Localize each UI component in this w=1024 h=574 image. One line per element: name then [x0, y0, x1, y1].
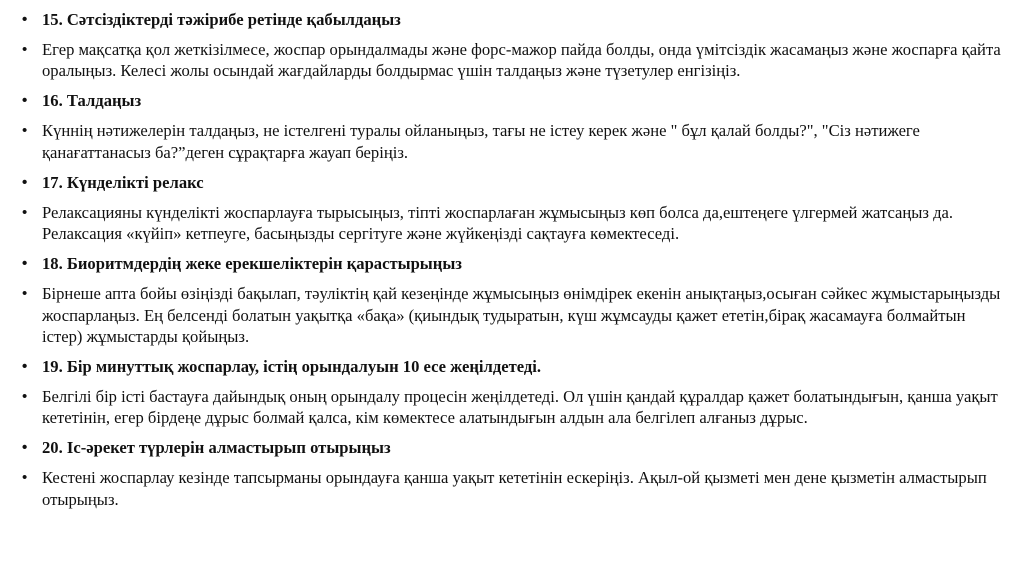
section-19-text: • Белгілі бір істі бастауға дайындық оның орындалу процесін жеңілдетеді. Ол үшін қандай құралдар қажет болатындығын, қанша уақыт кететінін, егер бірдеңе дұрыс болмай қалса, кім көмектесе алатындығын алдын ала белгілеп алғаныз дұрыс. — [22, 386, 1007, 429]
section-18-heading: • 18. Биоритмдердің жеке ерекшеліктерін қарастырыңыз — [22, 253, 1007, 274]
bullet-list — [22, 9, 1007, 519]
section-17-text: • Релаксацияны күнделікті жоспарлауға тырысыңыз, тіпті жоспарлаған жұмысыңыз көп болса да,ештеңеге үлгермей жатсаңыз да. Релаксация «күйіп» кетпеуге, басыңызды сергітуге және жүйкеңізді сақтауға көмектеседі. — [22, 202, 1007, 245]
section-18-text: • Бірнеше апта бойы өзіңізді бақылап, тәуліктің қай кезеңінде жұмысыңыз өнімдірек екенін анықтаңыз,осыған сәйкес жұмыстарыңызды жоспарлаңыз. Ең белсенді болатын уақытқа «бақа» (қиындық тудыратын, күш жұмсауды қажет ететін,бірақ жасамауға болмайтын істер) жұмыстарды қойыңыз. — [22, 283, 1007, 347]
section-16-text: • Күннің нәтижелерін талдаңыз, не істелгені туралы ойланыңыз, тағы не істеу керек және " бұл қалай болды?", "Сіз нәтижеге қанағаттанасыз ба?”деген сұрақтарға жауап беріңіз. — [22, 120, 1007, 163]
section-15-text: • Егер мақсатқа қол жеткізілмесе, жоспар орындалмады және форс-мажор пайда болды, онда үмітсіздік жасамаңыз және жоспарға қайта оралыңыз. Келесі жолы осындай жағдайларды болдырмас үшін талдаңыз және түзетулер енгізіңіз. — [22, 39, 1007, 82]
section-16-heading: • 16. Талдаңыз — [22, 90, 1007, 111]
section-19-heading: • 19. Бір минуттық жоспарлау, істің орындалуын 10 есе жеңілдетеді. — [22, 356, 1007, 377]
section-20-text: • Кестені жоспарлау кезінде тапсырманы орындауға қанша уақыт кететінін ескеріңіз. Ақыл-ой қызметі мен дене қызметін алмастырып отырыңыз. — [22, 467, 1007, 510]
section-15-heading: • 15. Сәтсіздіктерді тәжірибе ретінде қабылдаңыз — [22, 9, 1007, 30]
section-17-heading: • 17. Күнделікті релакс — [22, 172, 1007, 193]
section-20-heading: • 20. Іс-әрекет түрлерін алмастырып отырыңыз — [22, 437, 1007, 458]
